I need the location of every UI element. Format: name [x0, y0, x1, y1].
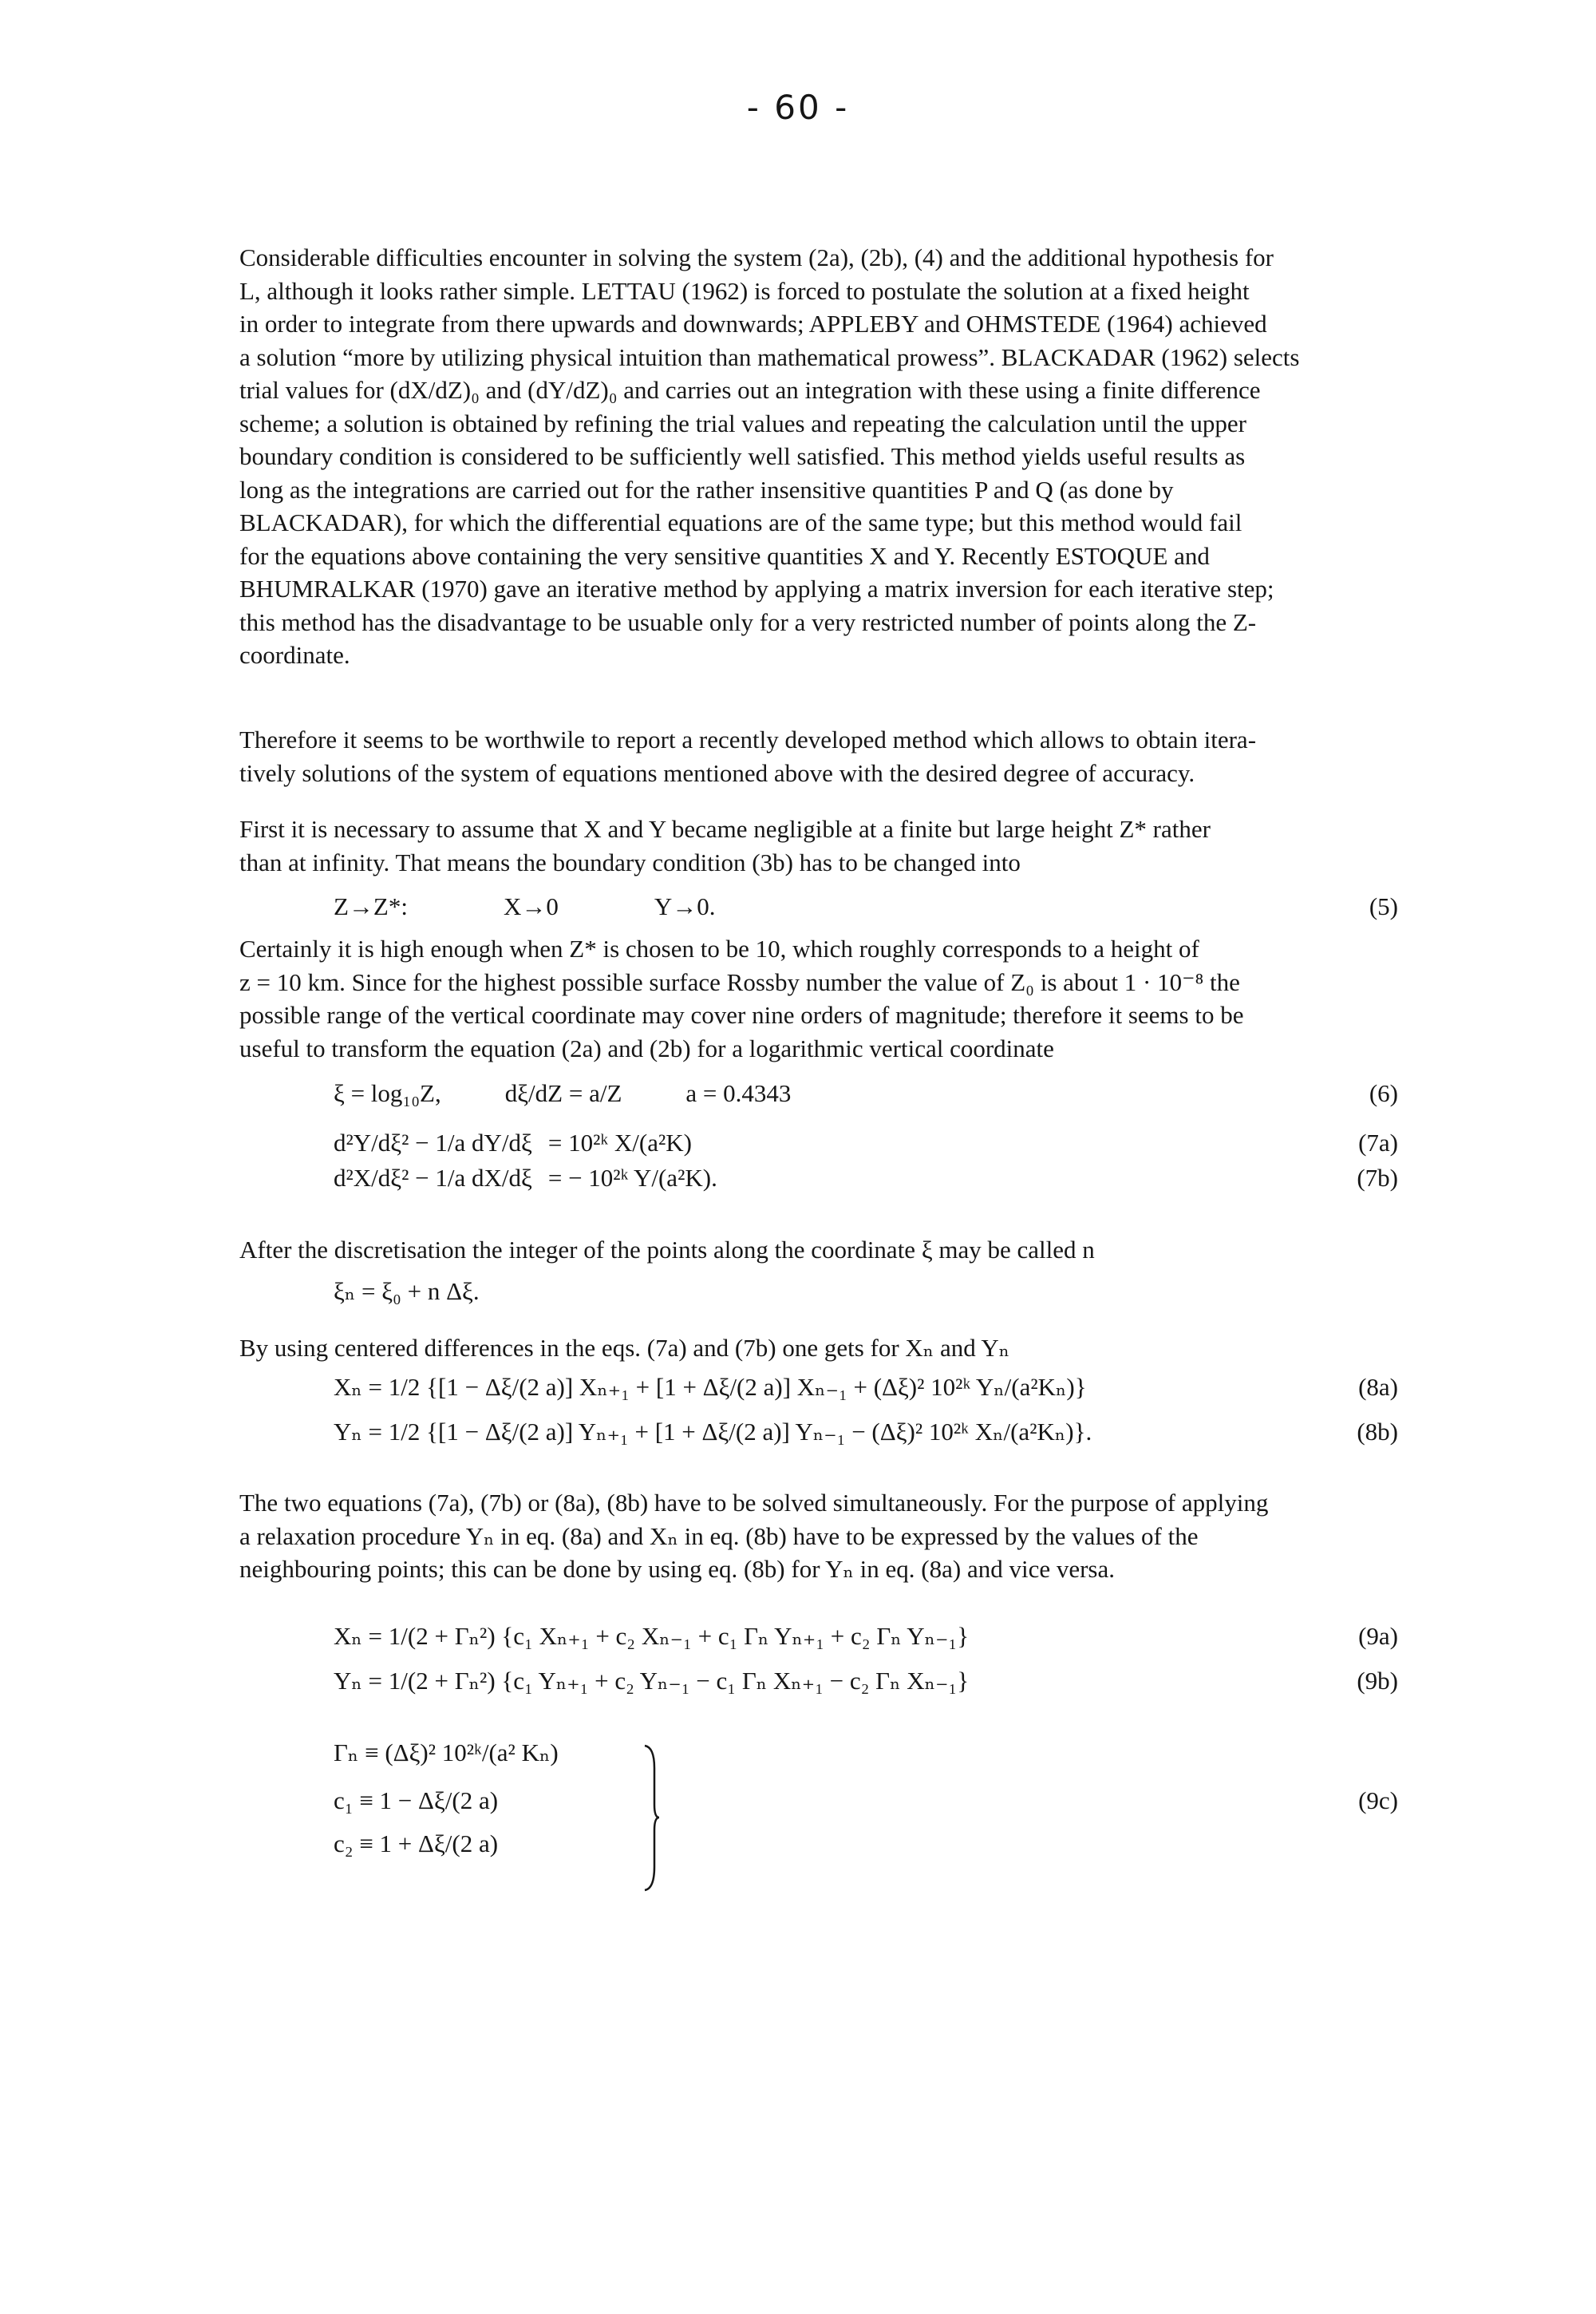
text-line: long as the integrations are carried out for the rather insensitive quantities P and Q (as done by — [239, 475, 1174, 504]
text-line: After the discretisation the integer of the points along the coordinate ξ may be called n — [239, 1236, 1095, 1264]
text-line: scheme; a solution is obtained by refining the trial values and repeating the calculation until the upper — [239, 409, 1247, 437]
equation-5 — [334, 892, 716, 921]
text-line: Certainly it is high enough when Z* is chosen to be 10, which roughly corresponds to a height of — [239, 935, 1199, 963]
paragraph-1 — [239, 241, 1406, 672]
equation-part: ξ = log₁₀Z, — [334, 1079, 441, 1107]
paragraph-5 — [239, 1233, 1406, 1267]
equation-xi: ξₙ = ξ₀ + n Δξ. — [334, 1277, 480, 1305]
equation-9c-line-1: Γₙ ≡ (Δξ)² 10²ᵏ/(a² Kₙ) — [334, 1738, 559, 1766]
paragraph-3 — [239, 813, 1406, 879]
equation-7a — [334, 1129, 692, 1157]
equation-part: Z→Z*: — [334, 892, 408, 920]
equation-label: (6) — [1369, 1079, 1398, 1107]
text-line: useful to transform the equation (2a) and (2b) for a logarithmic vertical coordinate — [239, 1034, 1054, 1062]
equation-part: a = 0.4343 — [685, 1079, 792, 1107]
equation-label: (7b) — [1357, 1164, 1398, 1192]
page-number: - 60 - — [746, 88, 850, 127]
equation-part: = − 10²ᵏ Y/(a²K). — [547, 1164, 717, 1192]
equation-9b: Yₙ = 1/(2 + Γₙ²) {c₁ Yₙ₊₁ + c₂ Yₙ₋₁ − c₁ Γₙ Xₙ₊₁ − c₂ Γₙ Xₙ₋₁} — [334, 1667, 970, 1695]
text-line: First it is necessary to assume that X and Y became negligible at a finite but large height Z* rather — [239, 815, 1211, 843]
text-line: BLACKADAR), for which the differential equations are of the same type; but this method would fail — [239, 508, 1242, 536]
equation-9c-line-3: c₂ ≡ 1 + Δξ/(2 a) — [334, 1829, 499, 1857]
text-line: this method has the disadvantage to be usuable only for a very restricted number of points along the Z- — [239, 607, 1257, 636]
text-line: neighbouring points; this can be done by using eq. (8b) for Yₙ in eq. (8a) and vice versa. — [239, 1555, 1115, 1583]
text-line: The two equations (7a), (7b) or (8a), (8b) have to be solved simultaneously. For the purpose of applying — [239, 1489, 1269, 1517]
equation-part: X→0 — [504, 892, 559, 920]
text-line: boundary condition is considered to be sufficiently well satisfied. This method yields useful results as — [239, 442, 1246, 470]
text-line: z = 10 km. Since for the highest possible surface Rossby number the value of Z₀ is about 1 · 10⁻⁸ the — [239, 967, 1240, 996]
text-line: By using centered differences in the eqs. (7a) and (7b) one gets for Xₙ and Yₙ — [239, 1334, 1010, 1362]
text-line: in order to integrate from there upwards and downwards; APPLEBY and OHMSTEDE (1964) achieved — [239, 310, 1267, 338]
equation-7b — [334, 1164, 717, 1193]
text-line: a relaxation procedure Yₙ in eq. (8a) and Xₙ in eq. (8b) have to be expressed by the values of the — [239, 1521, 1199, 1550]
equation-part: = 10²ᵏ X/(a²K) — [547, 1129, 692, 1157]
text-line: trial values for (dX/dZ)₀ and (dY/dZ)₀ and carries out an integration with these using a finite difference — [239, 376, 1261, 404]
equation-label: (7a) — [1358, 1129, 1398, 1157]
text-line: L, although it looks rather simple. LETTAU (1962) is forced to postulate the solution at a fixed height — [239, 276, 1250, 305]
equation-label: (5) — [1369, 892, 1398, 920]
equation-8b: Yₙ = 1/2 {[1 − Δξ/(2 a)] Yₙ₊₁ + [1 + Δξ/(2 a)] Yₙ₋₁ − (Δξ)² 10²ᵏ Xₙ/(a²Kₙ)}. — [334, 1418, 1092, 1446]
equation-label: (9b) — [1357, 1667, 1398, 1695]
paragraph-4 — [239, 932, 1406, 1065]
equation-part: Y→0. — [654, 892, 716, 920]
equation-9c-line-2: c₁ ≡ 1 − Δξ/(2 a) — [334, 1786, 499, 1814]
right-brace — [643, 1744, 661, 1892]
paragraph-2 — [239, 723, 1406, 789]
equation-label: (8b) — [1357, 1418, 1398, 1446]
text-line: for the equations above containing the very sensitive quantities X and Y. Recently ESTOQUE and — [239, 541, 1210, 570]
text-line: possible range of the vertical coordinate may cover nine orders of magnitude; therefore it seems to be — [239, 1001, 1244, 1029]
paragraph-7 — [239, 1486, 1406, 1586]
equation-part: d²Y/dξ² − 1/a dY/dξ — [334, 1129, 532, 1157]
text-line: coordinate. — [239, 641, 350, 669]
text-line: BHUMRALKAR (1970) gave an iterative method by applying a matrix inversion for each iterative step; — [239, 575, 1274, 603]
text-line: Therefore it seems to be worthwile to report a recently developed method which allows to obtain itera- — [239, 726, 1257, 754]
equation-part: dξ/dZ = a/Z — [504, 1079, 622, 1107]
paragraph-6 — [239, 1331, 1406, 1365]
equation-9a: Xₙ = 1/(2 + Γₙ²) {c₁ Xₙ₊₁ + c₂ Xₙ₋₁ + c₁ Γₙ Yₙ₊₁ + c₂ Γₙ Yₙ₋₁} — [334, 1622, 970, 1650]
equation-6 — [334, 1079, 791, 1108]
equation-8a: Xₙ = 1/2 {[1 − Δξ/(2 a)] Xₙ₊₁ + [1 + Δξ/(2 a)] Xₙ₋₁ + (Δξ)² 10²ᵏ Yₙ/(a²Kₙ)} — [334, 1373, 1087, 1401]
text-line: than at infinity. That means the boundary condition (3b) has to be changed into — [239, 848, 1021, 876]
text-line: a solution “more by utilizing physical intuition than mathematical prowess”. BLACKADAR (1962) selects — [239, 342, 1300, 371]
equation-label: (8a) — [1358, 1373, 1398, 1401]
text-line: tively solutions of the system of equations mentioned above with the desired degree of accuracy. — [239, 758, 1195, 787]
equation-label: (9a) — [1358, 1622, 1398, 1650]
equation-label: (9c) — [1358, 1786, 1398, 1814]
text-line: Considerable difficulties encounter in solving the system (2a), (2b), (4) and the additional hypothesis for — [239, 243, 1274, 271]
equation-part: d²X/dξ² − 1/a dX/dξ — [334, 1164, 532, 1192]
